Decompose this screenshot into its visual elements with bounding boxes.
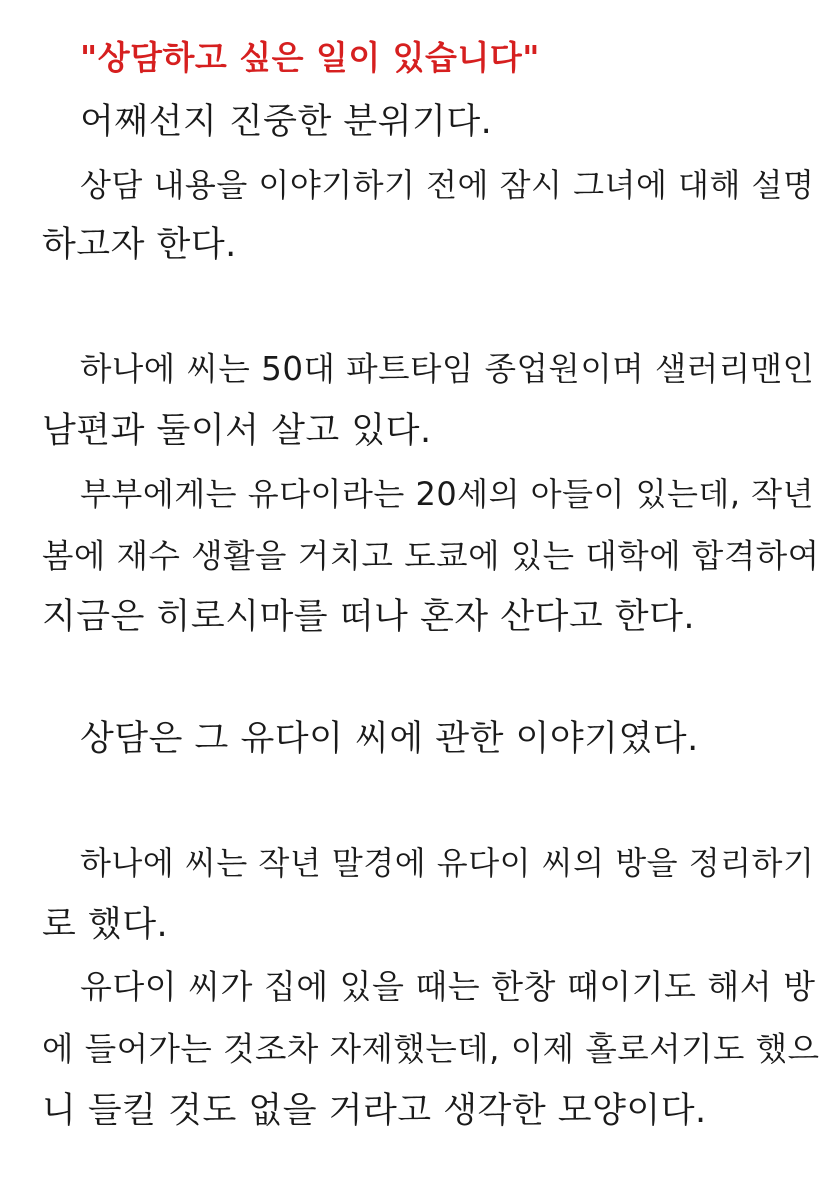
paragraph-line: 지금은 히로시마를 떠나 혼자 산다고 한다. (42, 597, 696, 637)
paragraph-line: 에 들어가는 것조차 자제했는데, 이제 홀로서기도 했으 (42, 1030, 820, 1068)
paragraph-line: 상담은 그 유다이 씨에 관한 이야기였다. (80, 719, 699, 759)
quote-line: "상담하고 싶은 일이 있습니다" (80, 38, 540, 77)
paragraph-line: 상담 내용을 이야기하기 전에 잠시 그녀에 대해 설명 (80, 166, 815, 204)
paragraph-line: 부부에게는 유다이라는 20세의 아들이 있는데, 작년 (80, 475, 814, 513)
paragraph-line: 하나에 씨는 작년 말경에 유다이 씨의 방을 정리하기 (80, 844, 815, 882)
paragraph-line: 하나에 씨는 50대 파트타임 종업원이며 샐러리맨인 (80, 350, 815, 388)
paragraph-line: 로 했다. (42, 905, 169, 945)
paragraph-line: 남편과 둘이서 살고 있다. (42, 411, 432, 451)
paragraph-line: 니 들킬 것도 없을 거라고 생각한 모양이다. (42, 1091, 707, 1131)
paragraph-line: 유다이 씨가 집에 있을 때는 한창 때이기도 해서 방 (80, 967, 816, 1006)
paragraph-line: 어째선지 진중한 분위기다. (80, 102, 493, 142)
paragraph-line: 하고자 한다. (42, 225, 237, 265)
paragraph-line: 봄에 재수 생활을 거치고 도쿄에 있는 대학에 합격하여 (42, 537, 820, 575)
